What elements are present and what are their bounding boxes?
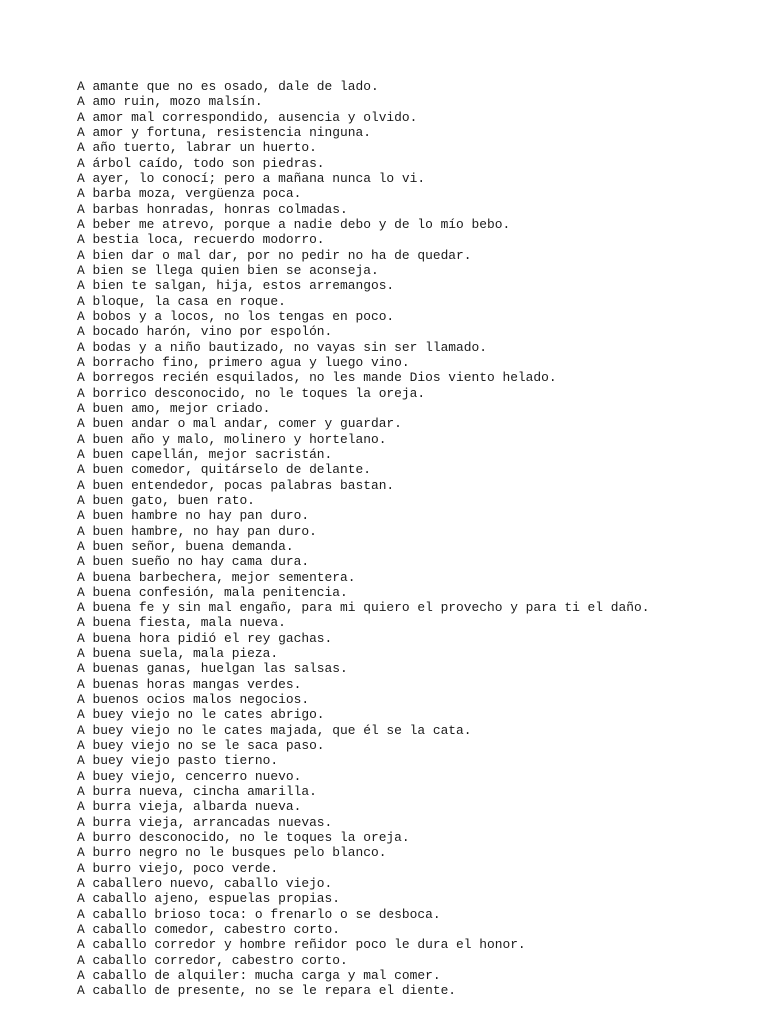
proverb-line: A amante que no es osado, dale de lado. <box>77 79 379 94</box>
proverb-line: A buen señor, buena demanda. <box>77 538 294 554</box>
proverb-line: A buen amo, mejor criado. <box>77 400 271 416</box>
proverb-line: A caballo brioso toca: o frenarlo o se desboca. <box>77 906 441 922</box>
proverb-line: A bocado harón, vino por espolón. <box>77 324 333 340</box>
proverb-line: A buenas ganas, huelgan las salsas. <box>77 661 348 677</box>
proverb-line: A amor y fortuna, resistencia ninguna. <box>77 124 371 140</box>
proverb-line: A barbas honradas, honras colmadas. <box>77 201 348 217</box>
proverb-line: A bien dar o mal dar, por no pedir no ha de quedar. <box>77 247 472 263</box>
proverb-line: A buen hambre no hay pan duro. <box>77 508 310 524</box>
proverb-line: A bobos y a locos, no los tengas en poco. <box>77 308 395 324</box>
proverb-line: A buey viejo, cencerro nuevo. <box>77 768 302 784</box>
proverb-line: A ayer, lo conocí; pero a mañana nunca lo vi. <box>77 170 426 186</box>
proverb-line: A burro viejo, poco verde. <box>77 860 279 876</box>
proverb-line: A buen año y malo, molinero y hortelano. <box>77 431 387 447</box>
proverb-line: A buey viejo no le cates majada, que él se la cata. <box>77 722 472 738</box>
proverb-line: A burra vieja, arrancadas nuevas. <box>77 814 333 830</box>
proverb-line: A caballo corredor y hombre reñidor poco le dura el honor. <box>77 937 526 953</box>
proverb-line: A buenas horas mangas verdes. <box>77 676 302 692</box>
proverb-line: A buen capellán, mejor sacristán. <box>77 446 333 462</box>
proverb-line: A amo ruin, mozo malsín. <box>77 94 263 110</box>
proverb-line: A buena fe y sin mal engaño, para mi quiero el provecho y para ti el daño. <box>77 600 650 616</box>
proverb-line: A borrico desconocido, no le toques la oreja. <box>77 385 426 401</box>
proverb-line: A caballero nuevo, caballo viejo. <box>77 876 333 892</box>
proverb-line: A buena hora pidió el rey gachas. <box>77 630 333 646</box>
proverb-line: A buey viejo no se le saca paso. <box>77 738 325 754</box>
proverb-line: A buey viejo no le cates abrigo. <box>77 707 325 723</box>
proverb-line: A buena confesión, mala penitencia. <box>77 584 348 600</box>
proverb-line: A borracho fino, primero agua y luego vino. <box>77 354 410 370</box>
proverb-line: A borregos recién esquilados, no les mande Dios viento helado. <box>77 370 557 386</box>
proverb-line: A burra vieja, albarda nueva. <box>77 799 302 815</box>
proverb-line: A buen hambre, no hay pan duro. <box>77 523 317 539</box>
proverb-line: A buen comedor, quitárselo de delante. <box>77 462 371 478</box>
proverb-line: A caballo de presente, no se le repara el diente. <box>77 983 457 999</box>
proverb-line: A amor mal correspondido, ausencia y olvido. <box>77 109 418 125</box>
proverb-line: A buey viejo pasto tierno. <box>77 753 279 769</box>
proverb-line: A bloque, la casa en roque. <box>77 293 286 309</box>
proverb-line: A buen entendedor, pocas palabras bastan. <box>77 477 395 493</box>
proverb-line: A buen sueño no hay cama dura. <box>77 554 310 570</box>
proverb-line: A caballo ajeno, espuelas propias. <box>77 891 341 907</box>
proverb-line: A caballo de alquiler: mucha carga y mal comer. <box>77 968 441 984</box>
proverb-line: A buena fiesta, mala nueva. <box>77 615 286 631</box>
proverb-line: A bestia loca, recuerdo modorro. <box>77 232 325 248</box>
proverb-line: A burra nueva, cincha amarilla. <box>77 784 317 800</box>
proverb-line: A beber me atrevo, porque a nadie debo y de lo mío bebo. <box>77 216 511 232</box>
proverb-line: A burro negro no le busques pelo blanco. <box>77 845 387 861</box>
proverb-line: A caballo corredor, cabestro corto. <box>77 952 348 968</box>
proverb-line: A barba moza, vergüenza poca. <box>77 186 302 202</box>
proverb-line: A burro desconocido, no le toques la oreja. <box>77 830 410 846</box>
proverb-line: A buen andar o mal andar, comer y guardar. <box>77 416 402 432</box>
proverb-line: A buena barbechera, mejor sementera. <box>77 569 356 585</box>
proverb-line: A árbol caído, todo son piedras. <box>77 155 325 171</box>
proverb-line: A buen gato, buen rato. <box>77 492 255 508</box>
proverb-line: A año tuerto, labrar un huerto. <box>77 140 317 156</box>
proverb-line: A bien se llega quien bien se aconseja. <box>77 262 379 278</box>
proverb-line: A buena suela, mala pieza. <box>77 646 279 662</box>
proverb-line: A caballo comedor, cabestro corto. <box>77 922 341 938</box>
proverb-line: A bien te salgan, hija, estos arremangos. <box>77 278 395 294</box>
proverb-line: A buenos ocios malos negocios. <box>77 692 310 708</box>
proverb-line: A bodas y a niño bautizado, no vayas sin ser llamado. <box>77 339 487 355</box>
proverb-list <box>77 79 649 999</box>
